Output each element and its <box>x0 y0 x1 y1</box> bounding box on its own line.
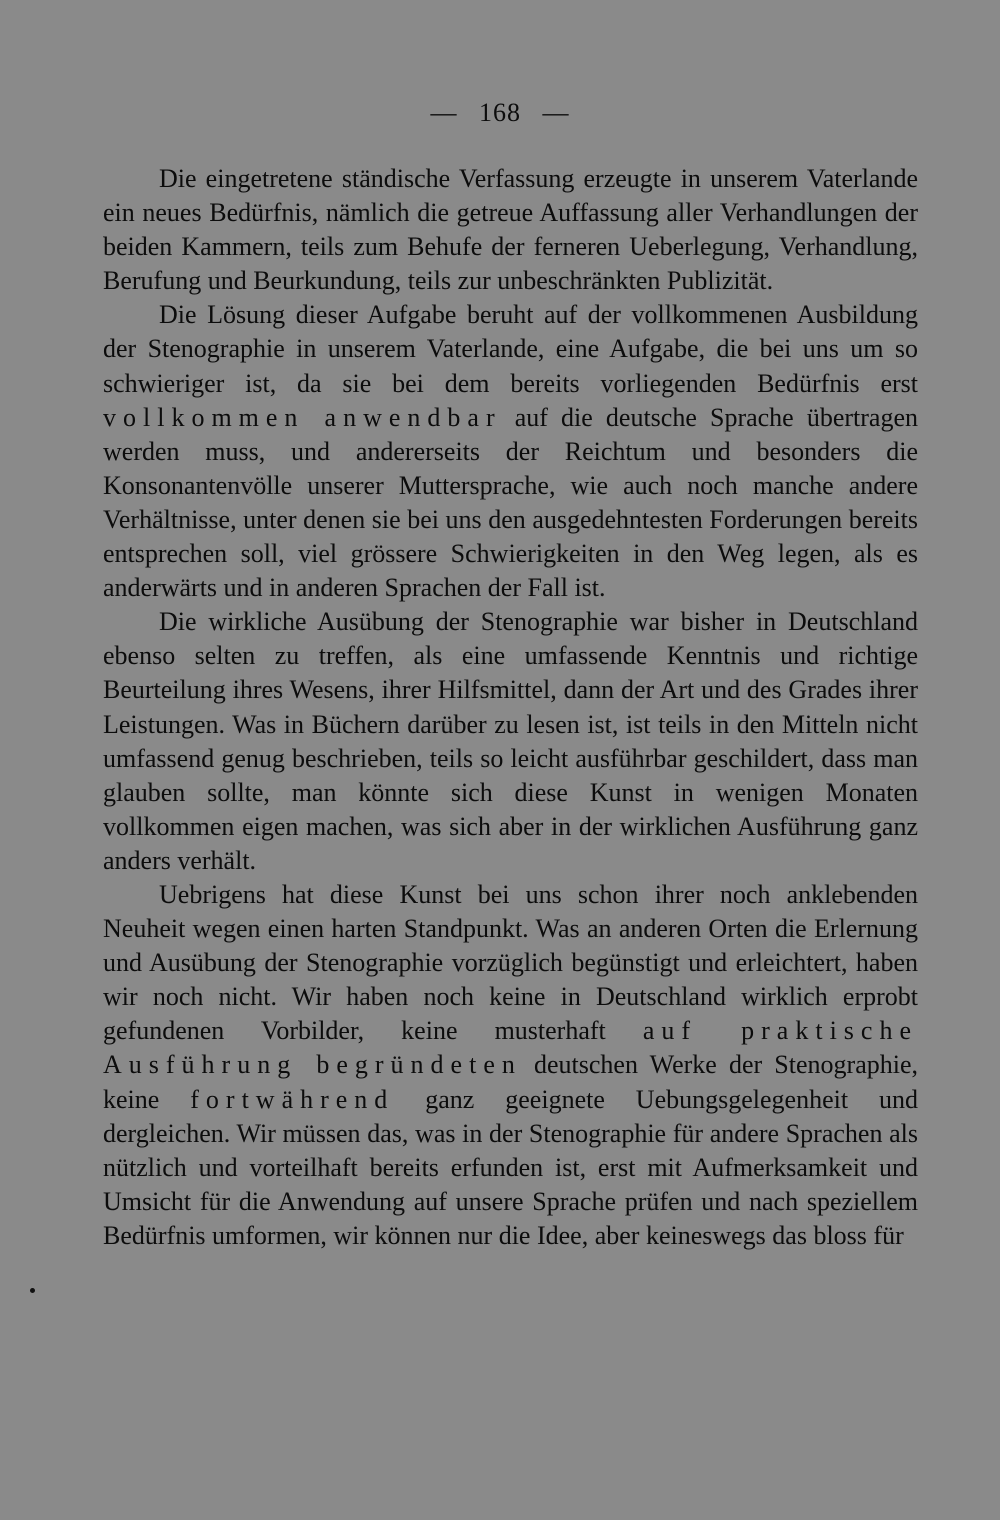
paragraph-text: Die wirkliche Ausübung der Stenographie war bisher in Deutschland ebenso selten zu treffen, als eine umfassende Kenntnis und richtige Beurteilung ihres Wesens, ihrer Hilfsmittel, dann der Art und des Grades ihrer Leistungen. Was in Büchern darüber zu lesen ist, ist teils in den Mitteln nicht umfassend genug beschrieben, teils so leicht ausführbar geschildert, dass man glauben sollte, man könnte sich diese Kunst in wenigen Monaten vollkommen eigen machen, was sich aber in der wirklichen Ausführung ganz anders verhält. <box>103 607 918 875</box>
spaced-emphasis-text: vollkommen anwendbar <box>103 402 502 432</box>
paragraph-text: Die Lösung dieser Aufgabe beruht auf der vollkommenen Ausbildung der Stenographie in unserem Vaterlande, eine Aufgabe, die bei uns um so schwieriger ist, da sie bei dem bereits vorliegenden Bedürfnis erst <box>103 300 918 398</box>
spaced-emphasis-text: fortwährend <box>190 1084 395 1114</box>
paragraph <box>103 605 918 878</box>
paragraph-text: ganz geeignete Uebungsgelegenheit und dergleichen. Wir müssen das, was in der Stenographie für andere Sprachen als nützlich und vorteilhaft bereits erfunden ist, erst mit Aufmerksamkeit und Umsicht für die Anwendung auf unsere Sprache prüfen und nach speziellem Bedürfnis umformen, wir können nur die Idee, aber keineswegs das bloss für <box>103 1084 919 1250</box>
paragraph <box>103 878 918 1253</box>
margin-dot-mark <box>30 1288 35 1293</box>
paragraph-text: auf die deutsche Sprache übertragen werden muss, und andererseits der Reichtum und besonders die Konsonantenvölle unserer Muttersprache, wie auch noch manche andere Verhältnisse, unter denen sie bei uns den ausgedehntesten Forderungen bereits entsprechen soll, viel grössere Schwierigkeiten in den Weg legen, als es anderwärts und in anderen Sprachen der Fall ist. <box>103 402 918 603</box>
page-number: — 168 — <box>430 98 570 127</box>
paragraph <box>103 162 918 298</box>
spaced-emphasis-text: auf praktische Ausführung begründeten <box>103 1016 918 1080</box>
paragraph-text: deutschen Werke der Stenographie, keine <box>103 1050 918 1114</box>
body-text <box>103 162 918 1253</box>
paragraph-text: Die eingetretene ständische Verfassung erzeugte in unserem Vaterlande ein neues Bedürfnis, nämlich die getreue Auffassung aller Verhandlungen der beiden Kammern, teils zum Behufe der ferneren Ueberlegung, Verhandlung, Berufung und Beurkundung, teils zur unbeschränkten Publizität. <box>103 164 918 296</box>
paragraph-text: Uebrigens hat diese Kunst bei uns schon ihrer noch anklebenden Neuheit wegen einen harten Standpunkt. Was an anderen Orten die Erlernung und Ausübung der Stenographie vorzüglich begünstigt und erleichtert, haben wir noch nicht. Wir haben noch keine in Deutschland wirklich erprobt gefundenen Vorbilder, keine musterhaft <box>103 879 918 1046</box>
paragraph <box>103 298 918 605</box>
